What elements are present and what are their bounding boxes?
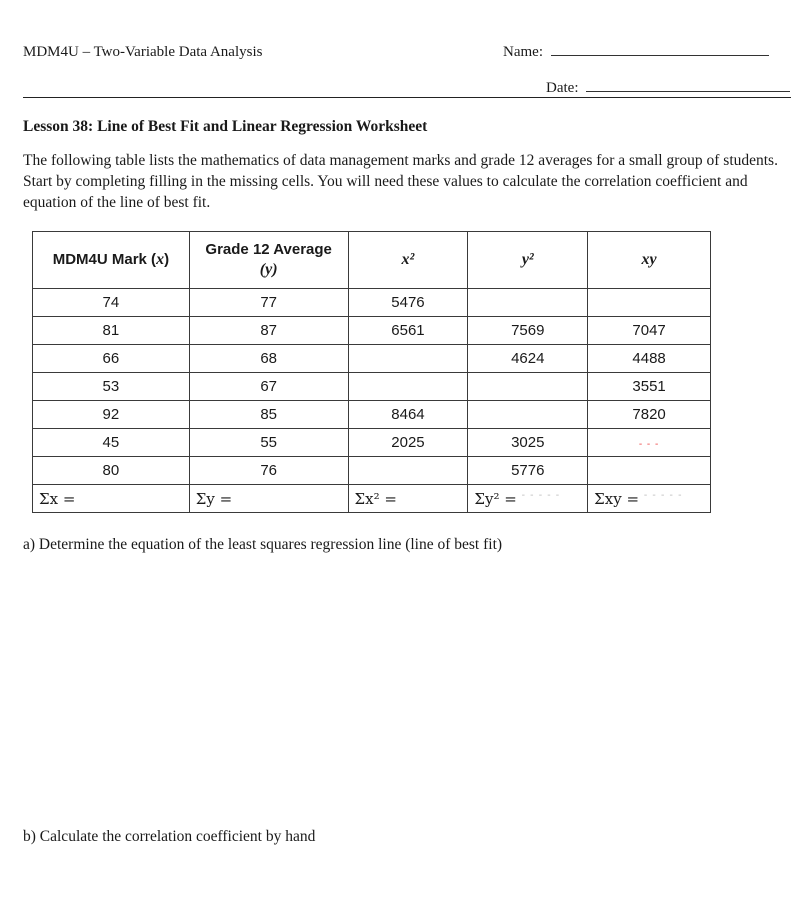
cell-y: 76 [189, 457, 348, 485]
sum-row [33, 485, 711, 513]
table-row [33, 457, 711, 485]
header-grade12-average: Grade 12 Average (y) [189, 232, 348, 289]
name-blank[interactable] [551, 55, 769, 56]
cell-x: 53 [33, 373, 190, 401]
table-row [33, 289, 711, 317]
course-title: MDM4U – Two-Variable Data Analysis [23, 44, 263, 60]
sum-x2-cell[interactable]: Σx² = [348, 485, 468, 513]
cell-xy[interactable] [588, 289, 711, 317]
table-row [33, 373, 711, 401]
cell-xy: 4488 [588, 345, 711, 373]
sum-y-cell[interactable]: Σy = [189, 485, 348, 513]
cell-xy[interactable] [588, 429, 711, 457]
cell-xy: 7047 [588, 317, 711, 345]
cell-y2[interactable] [468, 401, 588, 429]
cell-y2: 7569 [468, 317, 588, 345]
header-xy: xy [588, 232, 711, 289]
cell-x2[interactable] [348, 457, 468, 485]
cell-x: 74 [33, 289, 190, 317]
cell-y: 87 [189, 317, 348, 345]
data-table [32, 231, 711, 513]
sum-x-cell[interactable]: Σx = [33, 485, 190, 513]
header-y-squared: y² [468, 232, 588, 289]
date-label: Date: [546, 80, 579, 96]
cell-y2[interactable] [468, 289, 588, 317]
cell-xy: 3551 [588, 373, 711, 401]
question-b: b) Calculate the correlation coefficient by hand [23, 828, 316, 845]
header-x-squared: x² [348, 232, 468, 289]
date-field[interactable] [546, 80, 790, 97]
cell-y: 55 [189, 429, 348, 457]
intro-paragraph: The following table lists the mathematics of data management marks and grade 12 averages for a small group of students. Start by completing filling in the missing cells. You will need these values to calculate the correlation coefficient and equation of the line of best fit. [23, 152, 778, 211]
sum-xy-cell[interactable]: Σxy = - - - - - [588, 485, 711, 513]
cell-y2[interactable] [468, 373, 588, 401]
faint-dash: - - - - - [643, 489, 683, 501]
cell-x: 66 [33, 345, 190, 373]
cell-y: 67 [189, 373, 348, 401]
cell-x2: 2025 [348, 429, 468, 457]
date-blank[interactable] [586, 91, 790, 92]
cell-xy: 7820 [588, 401, 711, 429]
cell-x: 45 [33, 429, 190, 457]
cell-y: 85 [189, 401, 348, 429]
cell-x2[interactable] [348, 345, 468, 373]
cell-x2: 8464 [348, 401, 468, 429]
cell-y2: 4624 [468, 345, 588, 373]
cell-x2: 5476 [348, 289, 468, 317]
cell-x: 92 [33, 401, 190, 429]
table-row [33, 345, 711, 373]
name-label: Name: [503, 44, 543, 60]
table-row [33, 429, 711, 457]
cell-y2: 5776 [468, 457, 588, 485]
redacted-mark: - - - [638, 439, 660, 450]
cell-y: 77 [189, 289, 348, 317]
table-header-row [33, 232, 711, 289]
table-row [33, 317, 711, 345]
cell-x2[interactable] [348, 373, 468, 401]
cell-xy[interactable] [588, 457, 711, 485]
header-divider [23, 97, 791, 98]
sum-y2-cell[interactable]: Σy² = - - - - - [468, 485, 588, 513]
table-row [33, 401, 711, 429]
cell-y: 68 [189, 345, 348, 373]
question-a: a) Determine the equation of the least squares regression line (line of best fit) [23, 536, 503, 553]
header-mdm4u-mark: MDM4U Mark (x) [33, 232, 190, 289]
cell-y2: 3025 [468, 429, 588, 457]
faint-dash: - - - - - [521, 489, 561, 501]
lesson-title: Lesson 38: Line of Best Fit and Linear Regression Worksheet [23, 118, 428, 135]
name-field[interactable] [503, 44, 769, 61]
cell-x: 81 [33, 317, 190, 345]
cell-x: 80 [33, 457, 190, 485]
cell-x2: 6561 [348, 317, 468, 345]
